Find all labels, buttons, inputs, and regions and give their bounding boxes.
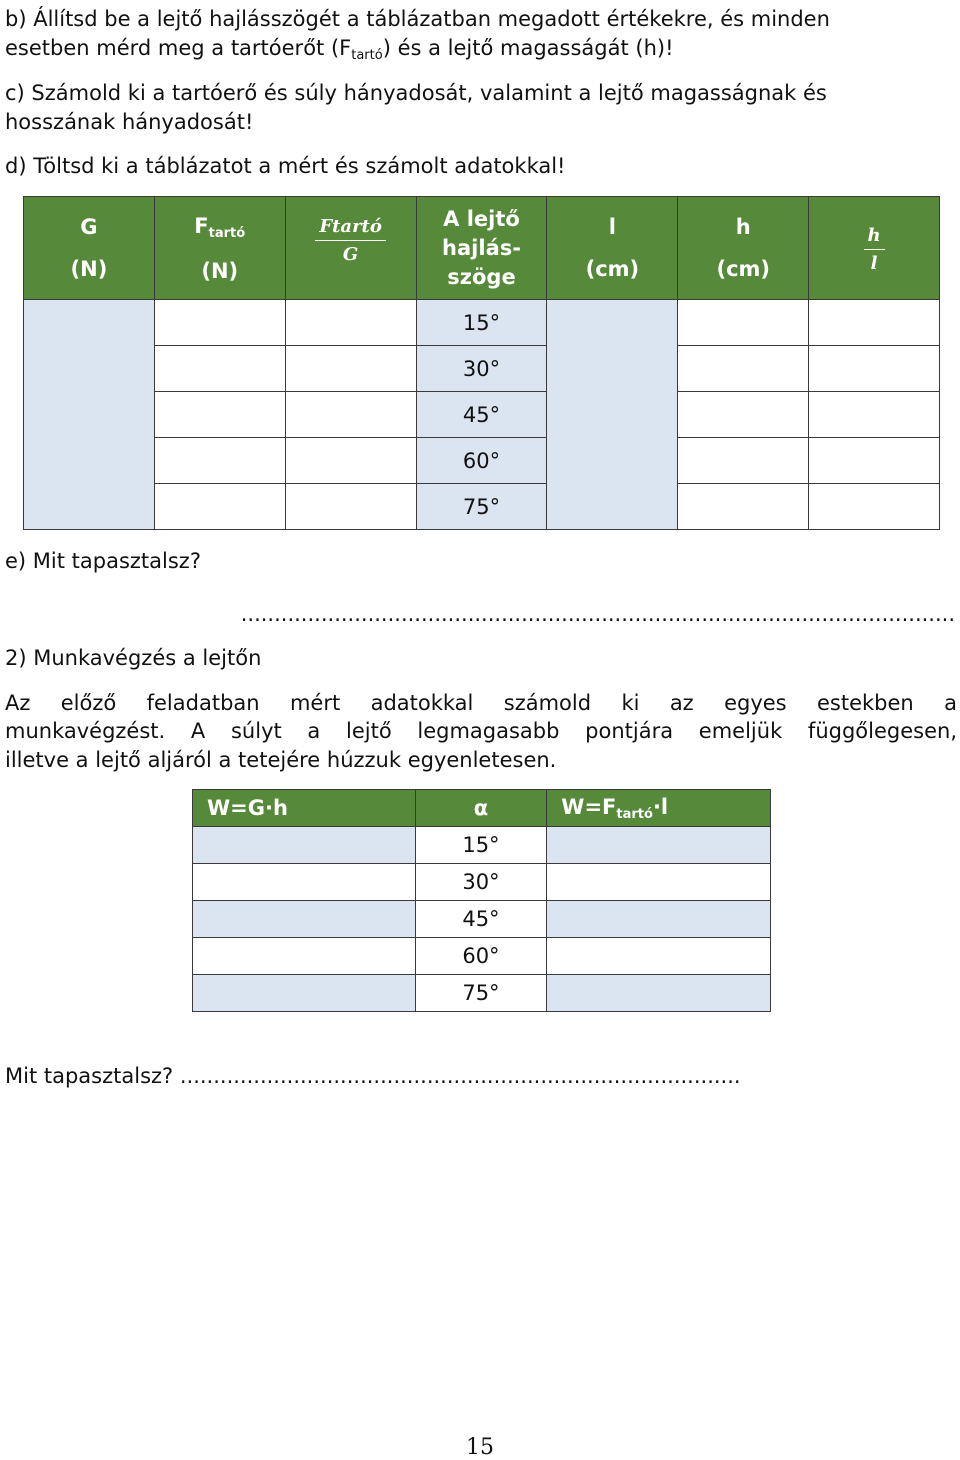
header-g — [24, 197, 155, 300]
ratio-fg-numerator: Ftartó — [319, 216, 382, 237]
cell-h-input[interactable] — [678, 484, 809, 530]
header-h — [678, 197, 809, 300]
task-c-line1: c) Számold ki a tartóerő és súly hányadosát, valamint a lejtő magasságnak és — [5, 81, 827, 105]
cell-alpha: 75° — [415, 975, 547, 1012]
table-row — [193, 901, 771, 938]
cell-wgh-input[interactable] — [193, 864, 416, 901]
header-angle-label: A lejtő hajlás-szöge — [442, 206, 521, 289]
answer-dots-line[interactable]: ........................................................................................................... — [240, 602, 955, 626]
ratio-hl-fraction — [866, 225, 883, 274]
header-h-label: h — [735, 215, 751, 239]
cell-wgh-input[interactable] — [193, 975, 416, 1012]
task-b-subscript: tartó — [351, 48, 383, 63]
measurement-table — [23, 196, 940, 530]
header-l — [547, 197, 678, 300]
cell-wfl-input[interactable] — [547, 938, 771, 975]
table-row — [193, 975, 771, 1012]
cell-angle: 15° — [416, 300, 547, 346]
page-number: 15 — [466, 1435, 494, 1460]
cell-ratio-input[interactable] — [285, 484, 416, 530]
work-table — [192, 789, 771, 1012]
header-wgh: W=G·h — [193, 790, 416, 827]
cell-ratio-input[interactable] — [285, 438, 416, 484]
cell-h-input[interactable] — [678, 392, 809, 438]
table-row — [24, 346, 940, 392]
cell-ratio-input[interactable] — [285, 346, 416, 392]
header-wfl — [547, 790, 771, 827]
table-row — [193, 864, 771, 901]
task-b-line2-post: ) és a lejtő magasságát (h)! — [382, 36, 674, 60]
cell-alpha: 30° — [415, 864, 547, 901]
section2-text-line1: Az előző feladatban mért adatokkal számold ki az egyes estekben a — [5, 691, 957, 715]
ratio-fg-fraction — [317, 216, 384, 265]
task-c-line2: hosszának hányadosát! — [5, 110, 254, 134]
header-angle — [416, 197, 547, 300]
cell-l-input[interactable] — [547, 300, 678, 530]
header-g-label: G — [80, 215, 98, 239]
cell-wgh-input[interactable] — [193, 938, 416, 975]
table-row — [24, 438, 940, 484]
task-d-line: d) Töltsd ki a táblázatot a mért és számolt adatokkal! — [5, 154, 566, 178]
cell-f-input[interactable] — [154, 346, 285, 392]
header-h-unit: (cm) — [716, 257, 770, 281]
header-alpha: α — [415, 790, 547, 827]
cell-hl-input[interactable] — [809, 438, 940, 484]
cell-angle: 75° — [416, 484, 547, 530]
final-question[interactable]: Mit tapasztalsz? .................................................................................... — [5, 1064, 741, 1088]
cell-alpha: 15° — [415, 827, 547, 864]
cell-wfl-input[interactable] — [547, 975, 771, 1012]
cell-angle: 30° — [416, 346, 547, 392]
cell-wfl-input[interactable] — [547, 827, 771, 864]
ratio-hl-denominator: l — [864, 249, 885, 274]
ratio-fg-denominator: G — [315, 240, 386, 265]
task-b-line2 — [5, 34, 674, 70]
cell-f-input[interactable] — [154, 438, 285, 484]
header-wfl-pre: W=F — [561, 794, 617, 819]
cell-hl-input[interactable] — [809, 392, 940, 438]
table-row — [193, 827, 771, 864]
header-wfl-subscript: tartó — [616, 806, 653, 822]
header-f-letter: F — [194, 213, 209, 238]
header-g-unit: (N) — [70, 257, 108, 281]
header-f — [154, 197, 285, 300]
task-e-question: e) Mit tapasztalsz? — [5, 549, 201, 573]
header-f-unit: (N) — [201, 258, 239, 283]
cell-wfl-input[interactable] — [547, 901, 771, 938]
cell-angle: 60° — [416, 438, 547, 484]
measurement-table-header — [24, 197, 940, 300]
cell-wgh-input[interactable] — [193, 901, 416, 938]
cell-f-input[interactable] — [154, 300, 285, 346]
header-ratio-fg — [285, 197, 416, 300]
cell-f-input[interactable] — [154, 484, 285, 530]
cell-h-input[interactable] — [678, 438, 809, 484]
table-row — [24, 300, 940, 346]
task-b-line1: b) Állítsd be a lejtő hajlásszögét a táblázatban megadott értékekre, és minden — [5, 7, 830, 31]
header-f-subscript: tartó — [208, 225, 246, 241]
header-f-label — [155, 214, 285, 241]
cell-hl-input[interactable] — [809, 346, 940, 392]
header-l-unit: (cm) — [585, 257, 640, 281]
table-row — [24, 484, 940, 530]
cell-alpha: 45° — [415, 901, 547, 938]
cell-f-input[interactable] — [154, 392, 285, 438]
task-b-line2-pre: esetben mérd meg a tartóerőt (F — [5, 36, 352, 60]
section2-text-line2: munkavégzést. A súlyt a lejtő legmagasabb pontjára emeljük függőlegesen, — [5, 719, 957, 743]
cell-wgh-input[interactable] — [193, 827, 416, 864]
cell-ratio-input[interactable] — [285, 300, 416, 346]
header-wfl-post: ·l — [652, 794, 669, 819]
cell-g-input[interactable] — [24, 300, 155, 530]
header-ratio-hl — [809, 197, 940, 300]
table-row — [24, 392, 940, 438]
cell-angle: 45° — [416, 392, 547, 438]
cell-hl-input[interactable] — [809, 484, 940, 530]
cell-h-input[interactable] — [678, 346, 809, 392]
cell-wfl-input[interactable] — [547, 864, 771, 901]
cell-ratio-input[interactable] — [285, 392, 416, 438]
section2-title: 2) Munkavégzés a lejtőn — [5, 646, 262, 670]
cell-alpha: 60° — [415, 938, 547, 975]
section2-text-line3: illetve a lejtő aljáról a tetejére húzzuk egyenletesen. — [5, 748, 557, 772]
header-l-label: l — [608, 215, 616, 239]
work-table-header — [193, 790, 771, 827]
ratio-hl-numerator: h — [867, 225, 881, 246]
table-row — [193, 938, 771, 975]
cell-h-input[interactable] — [678, 300, 809, 346]
cell-hl-input[interactable] — [809, 300, 940, 346]
